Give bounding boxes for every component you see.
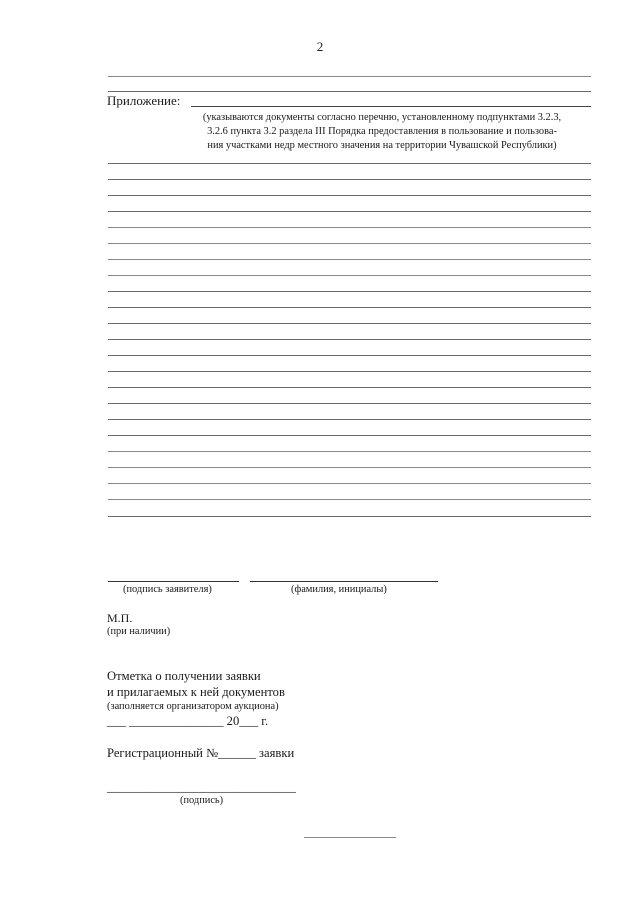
attachment-label: Приложение: [107,93,181,108]
name-caption: (фамилия, инициалы) [291,584,387,595]
fill-line [108,355,591,356]
applicant-signature-caption: (подпись заявителя) [123,584,212,595]
fill-line [108,403,591,404]
applicant-signature-line [108,581,239,582]
fill-line [108,275,591,276]
fill-line [108,499,591,500]
fill-line [108,227,591,228]
fill-line [108,371,591,372]
page-number: 2 [316,39,324,54]
fill-line [108,76,591,77]
registration-signature-line: ______________________________ [107,780,296,794]
fill-line [108,291,591,292]
seal-note: (при наличии) [107,626,171,637]
receipt-date-line: ___ _______________ 20___ г. [107,714,269,728]
fill-line [108,419,591,420]
receipt-note: (заполняется организатором аукциона) [107,701,279,712]
fill-line [108,387,591,388]
fill-line [108,211,591,212]
fill-line [108,435,591,436]
attachment-note [168,111,596,153]
attachment-note-line: (указываются документы согласно перечню, установленному подпунктами 3.2.3, [202,112,562,123]
attachment-note-line: 3.2.6 пункта 3.2 раздела III Порядка предоставления в пользование и пользова- [207,126,557,137]
fill-line [108,516,591,517]
fill-line [108,323,591,324]
fill-line [108,195,591,196]
fill-line [108,339,591,340]
registration-number: Регистрационный №______ заявки [107,746,295,760]
fill-line [108,483,591,484]
footer-rule [304,837,396,838]
name-signature-line [250,581,438,582]
seal-label: М.П. [107,611,133,625]
fill-line [108,451,591,452]
receipt-title-line1: Отметка о получении заявки [107,669,261,683]
receipt-title-line2: и прилагаемых к ней документов [107,685,285,699]
fill-line [108,91,591,92]
fill-line [108,179,591,180]
attachment-note-line: ния участками недр местного значения на территории Чувашской Республики) [207,140,557,151]
fill-line [108,467,591,468]
fill-line [108,243,591,244]
attachment-fill-line [191,106,591,107]
fill-line [108,259,591,260]
registration-signature-caption: (подпись) [180,795,224,806]
fill-line [108,307,591,308]
fill-line [108,163,591,164]
